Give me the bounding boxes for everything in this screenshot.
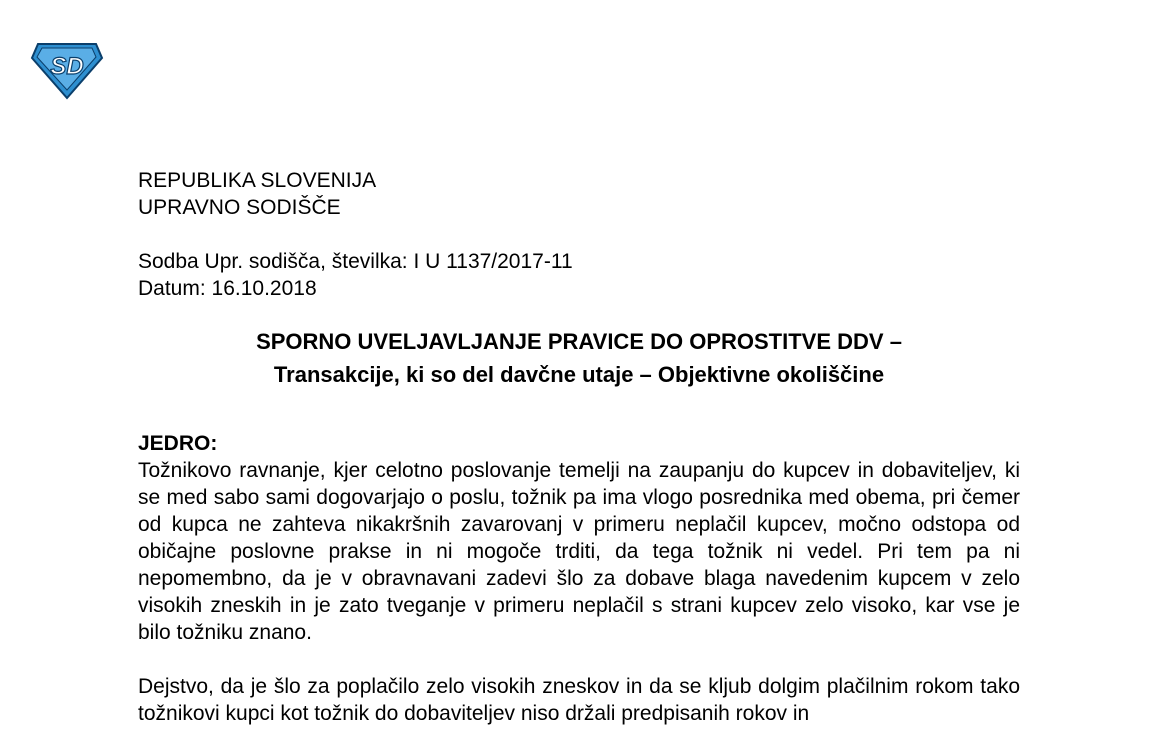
document-body (138, 167, 1020, 727)
case-meta (138, 248, 1020, 302)
document-title (138, 325, 1020, 391)
core-label: JEDRO: (138, 432, 218, 455)
case-date: Datum: 16.10.2018 (138, 277, 317, 300)
republic-line: REPUBLIKA SLOVENIJA (138, 169, 377, 192)
court-header (138, 167, 1020, 221)
court-name: UPRAVNO SODIŠČE (138, 196, 341, 219)
logo-text: SD (50, 53, 84, 80)
diamond-sd-logo-icon (30, 40, 104, 100)
title-line-1: SPORNO UVELJAVLJANJE PRAVICE DO OPROSTITVE DDV – (256, 329, 902, 354)
title-line-2: Transakcije, ki so del davčne utaje – Objektivne okoliščine (273, 362, 885, 387)
core-paragraph-1: Tožnikovo ravnanje, kjer celotno poslovanje temelji na zaupanju do kupcev in dobaviteljev, ki se med sabo sami dogovarjajo o poslu, tožnik pa ima vlogo posrednika med obema, pri čemer od kupca ne zahteva nikakršnih zavarovanj v primeru neplačil kupcev, močno odstopa od običajne poslovne prakse in ni mogoče trditi, da tega tožnik ni vedel. Pri tem pa ni nepomembno, da je v obravnavani zadevi šlo za dobave blaga navedenim kupcem v zelo visokih zneskih in je zato tveganje v primeru neplačil s strani kupcev zelo visoko, kar vse je bilo tožniku znano. (138, 459, 1020, 644)
core-paragraph-2: Dejstvo, da je šlo za poplačilo zelo visokih zneskov in da se kljub dolgim plačilnim rokom tako tožnikovi kupci kot tožnik do dobaviteljev niso držali predpisanih rokov in (138, 675, 1020, 725)
case-number: Sodba Upr. sodišča, številka: I U 1137/2017-11 (138, 250, 573, 273)
